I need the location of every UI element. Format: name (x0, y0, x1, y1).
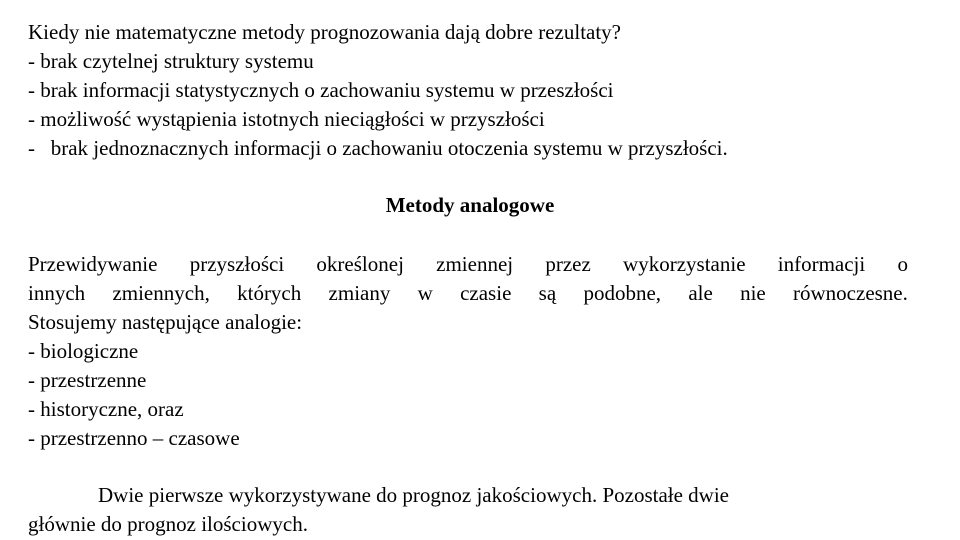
condition-item: - brak czytelnej struktury systemu (28, 49, 314, 73)
word: czasie (460, 281, 512, 305)
word: zmiany (328, 281, 391, 305)
word: określonej (316, 252, 404, 276)
word: Przewidywanie (28, 252, 158, 276)
word: są (538, 281, 557, 305)
definition-line (28, 250, 908, 279)
word: zmiennej (436, 252, 514, 276)
condition-item: - możliwość wystąpienia istotnych nieciągłości w przyszłości (28, 107, 545, 131)
word: ale (688, 281, 713, 305)
word: informacji (777, 252, 866, 276)
word: których (237, 281, 302, 305)
word: w (417, 281, 433, 305)
analogy-item: - przestrzenne (28, 368, 147, 392)
word: równoczesne. (793, 281, 908, 305)
slide-question: Kiedy nie matematyczne metody prognozowania dają dobre rezultaty? (28, 20, 622, 44)
word: podobne, (583, 281, 662, 305)
analogy-item: - przestrzenno – czasowe (28, 426, 240, 450)
word: innych (28, 281, 86, 305)
definition-line (28, 279, 908, 308)
analogy-item: - historyczne, oraz (28, 397, 184, 421)
analogy-item: - biologiczne (28, 339, 139, 363)
word: wykorzystanie (623, 252, 746, 276)
word: przez (545, 252, 591, 276)
definition-line: Stosujemy następujące analogie: (28, 310, 303, 334)
section-heading: Metody analogowe (385, 193, 555, 217)
condition-item: - brak jednoznacznych informacji o zachowaniu otoczenia systemu w przyszłości. (28, 136, 728, 160)
condition-item: - brak informacji statystycznych o zachowaniu systemu w przeszłości (28, 78, 614, 102)
word: zmiennych, (112, 281, 210, 305)
closing-paragraph-line: głównie do prognoz ilościowych. (28, 512, 308, 536)
word: przyszłości (189, 252, 285, 276)
word: o (897, 252, 908, 276)
closing-paragraph-line: Dwie pierwsze wykorzystywane do prognoz jakościowych. Pozostałe dwie (98, 483, 729, 507)
word: nie (740, 281, 766, 305)
